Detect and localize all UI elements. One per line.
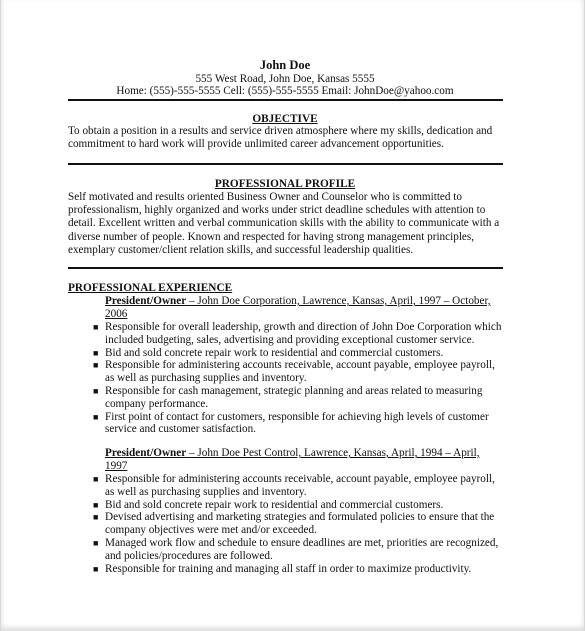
list-item bbox=[93, 499, 503, 512]
list-item-text: Responsible for administering accounts receivable, account payable, employee payroll, as well as purchasing supplies and inventory. bbox=[105, 473, 495, 498]
list-item-text: Bid and sold concrete repair work to residential and commercial customers. bbox=[105, 498, 444, 511]
objective-text: To obtain a position in a results and service driven atmosphere where my skills, dedication and commitment to hard work will provide unlimited career advancement opportunities. bbox=[68, 125, 493, 151]
job-bullet-list bbox=[93, 473, 503, 575]
divider-rule bbox=[68, 99, 503, 101]
list-item-text: Responsible for training and managing all staff in order to maximize productivity. bbox=[105, 562, 472, 575]
bullet-icon: ■ bbox=[93, 322, 99, 332]
list-item-text: Bid and sold concrete repair work to residential and commercial customers. bbox=[105, 346, 444, 359]
list-item-text: First point of contact for customers, responsible for achieving high levels of customer service and customer satisfaction. bbox=[105, 410, 489, 436]
bullet-icon: ■ bbox=[93, 537, 99, 548]
list-item bbox=[93, 359, 503, 385]
list-item bbox=[93, 563, 503, 576]
divider-rule bbox=[68, 267, 503, 269]
list-item-text: Devised advertising and marketing strategies and formulated policies to ensure that the company objectives were met and/or exceeded. bbox=[105, 511, 495, 537]
list-item bbox=[93, 347, 503, 360]
candidate-name: John Doe bbox=[259, 58, 311, 72]
list-item bbox=[93, 411, 503, 437]
bullet-icon: ■ bbox=[93, 563, 99, 574]
list-item bbox=[93, 537, 503, 563]
list-item-text: Managed work flow and schedule to ensure deadlines are met, priorities are recognized, and policies/procedures are followed. bbox=[105, 536, 499, 562]
list-item bbox=[93, 321, 503, 347]
list-item bbox=[93, 473, 503, 499]
bullet-icon: ■ bbox=[93, 347, 99, 358]
experience-heading: PROFESSIONAL EXPERIENCE bbox=[68, 282, 233, 294]
job-title bbox=[105, 447, 495, 473]
contact-line: Home: (555)-555-5555 Cell: (555)-555-5555 Email: JohnDoe@yahoo.com bbox=[116, 85, 454, 97]
job-role: President/Owner bbox=[105, 295, 187, 307]
list-item-text: Responsible for overall leadership, growth and direction of John Doe Corporation which included budgeting, sales, advertising and providing exceptional customer service. bbox=[105, 321, 502, 346]
bullet-icon: ■ bbox=[93, 512, 99, 523]
profile-heading: PROFESSIONAL PROFILE bbox=[214, 178, 356, 190]
list-item bbox=[93, 385, 503, 411]
list-item bbox=[93, 511, 503, 537]
objective-heading: OBJECTIVE bbox=[252, 113, 318, 125]
job-title bbox=[105, 295, 495, 321]
job-details: – John Doe Corporation, Lawrence, Kansas, April, 1997 – October, 2006 bbox=[105, 295, 491, 321]
bullet-icon: ■ bbox=[93, 474, 99, 484]
profile-text: Self motivated and results oriented Business Owner and Counselor who is committed to professionalism, highly organized and works under strict deadline schedules with attention to detail. Excellent written and verbal communication skills with the ability to communicate with a diverse number of people. Known and respected for having strong management principles, exemplary customer/client relation skills, and successful leadership qualities. bbox=[68, 191, 500, 256]
address-line: 555 West Road, John Doe, Kansas 5555 bbox=[195, 73, 375, 85]
bullet-icon: ■ bbox=[93, 385, 99, 396]
list-item-text: Responsible for cash management, strategic planning and areas related to measuring company performance. bbox=[105, 384, 483, 410]
bullet-icon: ■ bbox=[93, 499, 99, 510]
job-role: President/Owner bbox=[105, 447, 187, 459]
job-details: – John Doe Pest Control, Lawrence, Kansas, April, 1994 – April, 1997 bbox=[105, 447, 480, 473]
list-item-text: Responsible for administering accounts receivable, account payable, employee payroll, as well as purchasing supplies and inventory. bbox=[105, 359, 495, 385]
divider-rule bbox=[68, 163, 503, 165]
bullet-icon: ■ bbox=[93, 411, 99, 422]
bullet-icon: ■ bbox=[93, 360, 99, 371]
job-bullet-list bbox=[93, 321, 503, 436]
